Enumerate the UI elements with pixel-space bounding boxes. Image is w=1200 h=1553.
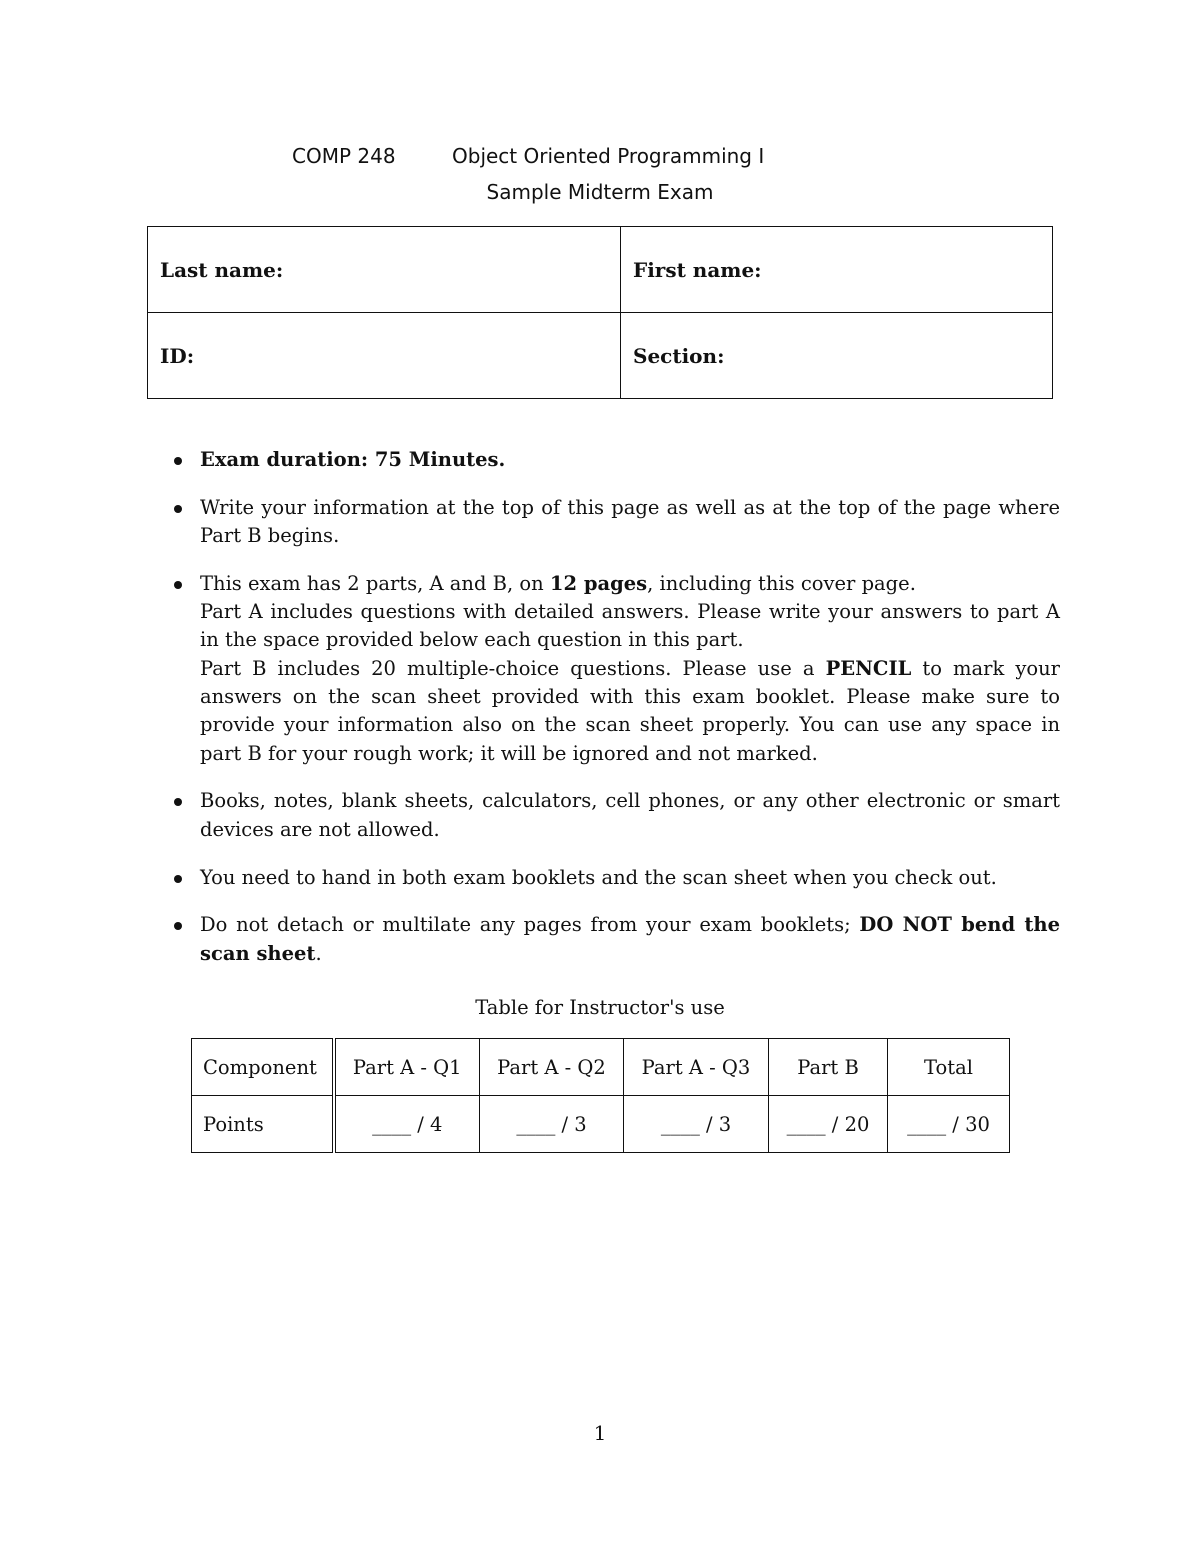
instruction-part-b bbox=[200, 655, 1060, 768]
row-label: Points bbox=[192, 1096, 334, 1153]
instruction-text: Do not detach or multilate any pages from your exam booklets; bbox=[200, 913, 860, 937]
instruction-text: . bbox=[315, 941, 322, 965]
instruction-devices bbox=[168, 787, 1060, 844]
grading-table bbox=[191, 1038, 1010, 1153]
section-field[interactable]: Section: bbox=[621, 313, 1053, 399]
instruction-text: , including this cover page. bbox=[647, 571, 916, 595]
course-title: Object Oriented Programming I bbox=[452, 144, 765, 168]
first-name-field[interactable]: First name: bbox=[621, 227, 1053, 313]
instruction-part-a: Part A includes questions with detailed answers. Please write your answers to part A in the space provided below each question in this part. bbox=[200, 600, 1060, 652]
grading-points-row bbox=[192, 1096, 1010, 1153]
instruction-text: to mark your answers on the scan sheet provided with this exam booklet. Please make sure to provide your information also on the scan sheet properly. You can use any space in part B for your rough work; it will be ignored and not marked. bbox=[200, 656, 1061, 765]
student-info-row bbox=[148, 227, 1053, 313]
bullet-icon bbox=[174, 922, 182, 930]
instruction-text: Write your information at the top of this page as well as at the top of the page where Part B begins. bbox=[200, 495, 1060, 548]
header-cell: Component bbox=[192, 1039, 334, 1096]
bullet-icon bbox=[174, 581, 182, 589]
points-cell: ____ / 3 bbox=[480, 1096, 624, 1153]
bullet-icon bbox=[174, 505, 182, 513]
header-cell: Part A - Q3 bbox=[624, 1039, 769, 1096]
header-cell: Part A - Q2 bbox=[480, 1039, 624, 1096]
last-name-field[interactable]: Last name: bbox=[148, 227, 621, 313]
page-number: 1 bbox=[593, 1421, 607, 1445]
instructions-list bbox=[168, 446, 1060, 987]
instruction-text: Books, notes, blank sheets, calculators, cell phones, or any other electronic or smart devices are not allowed. bbox=[200, 789, 1060, 841]
instruction-detach bbox=[168, 911, 1060, 968]
instruction-text: This exam has 2 parts, A and B, on bbox=[200, 571, 550, 595]
student-info-table bbox=[147, 226, 1053, 399]
id-field[interactable]: ID: bbox=[148, 313, 621, 399]
header-cell: Part A - Q1 bbox=[334, 1039, 480, 1096]
bullet-icon bbox=[174, 798, 182, 806]
course-header bbox=[0, 144, 1200, 174]
page-count: 12 pages bbox=[549, 571, 648, 595]
header-cell: Part B bbox=[769, 1039, 888, 1096]
instruction-text: Exam duration: 75 Minutes. bbox=[200, 448, 506, 471]
instruction-duration bbox=[168, 446, 1060, 474]
exam-title: Sample Midterm Exam bbox=[486, 180, 714, 204]
bullet-icon bbox=[174, 457, 182, 465]
points-cell: ____ / 30 bbox=[888, 1096, 1010, 1153]
instruction-parts-summary bbox=[200, 570, 1060, 598]
points-cell: ____ / 20 bbox=[769, 1096, 888, 1153]
course-code: COMP 248 bbox=[292, 144, 396, 168]
student-info-row bbox=[148, 313, 1053, 399]
instruction-info bbox=[168, 494, 1060, 551]
instruction-parts bbox=[168, 570, 1060, 768]
instruction-text: You need to hand in both exam booklets and the scan sheet when you check out. bbox=[200, 865, 997, 889]
grading-table-caption: Table for Instructor's use bbox=[475, 996, 725, 1019]
bullet-icon bbox=[174, 875, 182, 883]
grading-header-row bbox=[192, 1039, 1010, 1096]
header-cell: Total bbox=[888, 1039, 1010, 1096]
pencil-emphasis: PENCIL bbox=[825, 656, 912, 680]
instruction-hand-in bbox=[168, 864, 1060, 892]
points-cell: ____ / 3 bbox=[624, 1096, 769, 1153]
points-cell: ____ / 4 bbox=[334, 1096, 480, 1153]
bend-warning: DO NOT bend the scan sheet bbox=[200, 913, 1060, 965]
instruction-text: Part B includes 20 multiple-choice questions. Please use a bbox=[200, 656, 826, 680]
